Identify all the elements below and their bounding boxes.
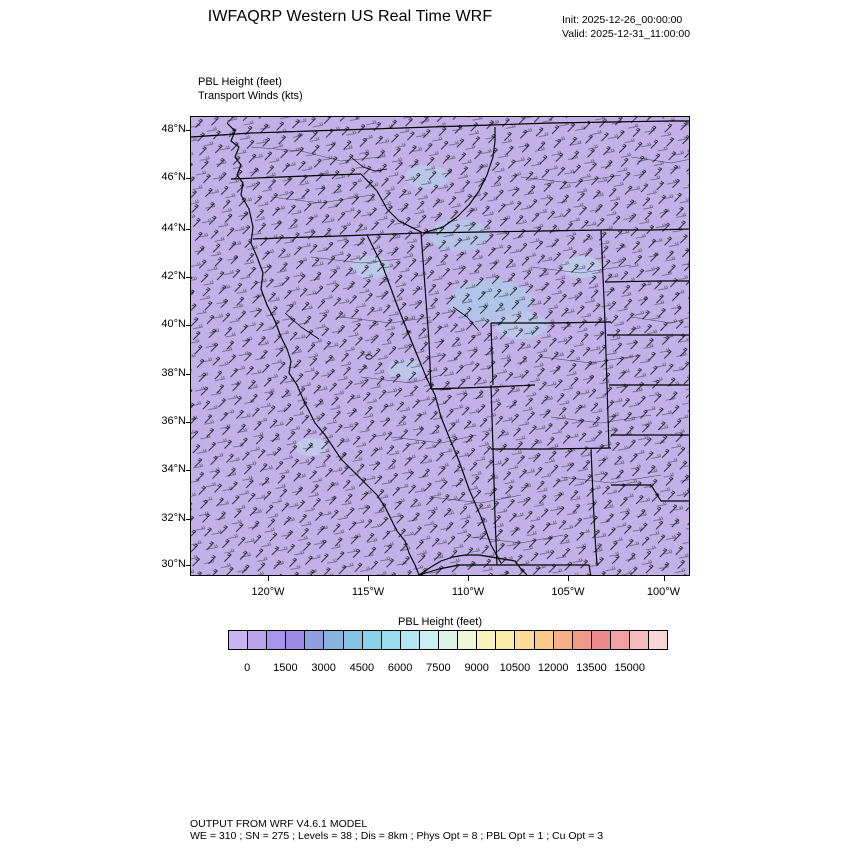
y-tick-mark [186, 229, 191, 230]
y-tick-label: 38°N [161, 366, 186, 379]
colorbar-swatch[interactable] [286, 631, 305, 649]
x-tick-mark [268, 576, 269, 581]
colorbar-tick-label: 1500 [273, 662, 298, 674]
y-tick-label: 42°N [161, 270, 186, 282]
x-tick-label: 120°W [251, 586, 285, 598]
colorbar-tick-label: 9000 [464, 662, 489, 674]
y-tick-label: 48°N [161, 122, 186, 135]
y-axis-latitude [134, 116, 186, 576]
init-time-label: Init: 2025-12-26_00:00:00 [562, 14, 683, 26]
colorbar-swatch[interactable] [382, 631, 401, 649]
colorbar[interactable] [228, 630, 668, 650]
y-tick-mark [186, 277, 191, 278]
colorbar-tick-label: 12000 [537, 662, 569, 674]
colorbar-swatch[interactable] [324, 631, 343, 649]
x-tick-mark [468, 576, 469, 581]
colorbar-tick-label: 0 [244, 662, 251, 674]
x-tick-mark [568, 576, 569, 581]
colorbar-swatch[interactable] [515, 631, 534, 649]
colorbar-tick-label: 4500 [349, 662, 375, 674]
y-tick-mark [186, 470, 191, 471]
page-title: IWFAQRP Western US Real Time WRF [207, 8, 493, 25]
colorbar-tick-label: 6000 [387, 662, 413, 674]
colorbar-swatch[interactable] [363, 631, 382, 649]
colorbar-swatch[interactable] [477, 631, 496, 649]
colorbar-swatch[interactable] [458, 631, 477, 649]
colorbar-swatch[interactable] [248, 631, 267, 649]
colorbar-tick-labels [228, 662, 668, 678]
colorbar-swatch[interactable] [496, 631, 515, 649]
colorbar-swatch[interactable] [649, 631, 667, 649]
y-tick-label: 34°N [161, 463, 186, 476]
y-tick-mark [186, 374, 191, 375]
colorbar-swatch[interactable] [573, 631, 592, 649]
y-tick-mark [186, 178, 191, 179]
field-label-pbl-height: PBL Height (feet) [198, 76, 282, 88]
field-label-transport-winds: Transport Winds (kts) [198, 90, 303, 102]
colorbar-swatch[interactable] [630, 631, 649, 649]
y-tick-label: 30°N [161, 557, 186, 570]
colorbar-swatch[interactable] [401, 631, 420, 649]
y-tick-mark [186, 422, 191, 423]
y-tick-label: 40°N [161, 318, 186, 331]
colorbar-swatch[interactable] [554, 631, 573, 649]
footer-config-line: WE = 310 ; SN = 275 ; Levels = 38 ; Dis = 8km ; Phys Opt = 8 ; PBL Opt = 1 ; Cu Opt = 3 [190, 830, 604, 842]
y-tick-mark [186, 565, 191, 566]
colorbar-tick-label: 15000 [614, 662, 646, 674]
x-tick-label: 100°W [646, 586, 681, 598]
colorbar-swatch[interactable] [439, 631, 458, 649]
y-tick-label: 36°N [161, 414, 186, 427]
colorbar-swatch[interactable] [592, 631, 611, 649]
colorbar-swatch[interactable] [305, 631, 324, 649]
y-tick-label: 44°N [161, 221, 186, 234]
colorbar-swatch[interactable] [267, 631, 286, 649]
colorbar-swatch[interactable] [344, 631, 363, 649]
colorbar-swatch[interactable] [611, 631, 630, 649]
valid-time-label: Valid: 2025-12-31_11:00:00 [562, 28, 691, 40]
x-tick-mark [664, 576, 665, 581]
colorbar-swatch[interactable] [420, 631, 439, 649]
y-tick-mark [186, 325, 191, 326]
y-tick-mark [186, 130, 191, 131]
x-tick-label: 110°W [451, 586, 485, 598]
x-tick-label: 115°W [351, 586, 385, 598]
footer-model-line: OUTPUT FROM WRF V4.6.1 MODEL [190, 818, 368, 830]
colorbar-tick-label: 13500 [576, 662, 607, 674]
y-tick-mark [186, 519, 191, 520]
colorbar-title: PBL Height (feet) [398, 616, 482, 628]
colorbar-tick-label: 3000 [311, 662, 336, 674]
x-tick-mark [368, 576, 369, 581]
x-tick-label: 105°W [551, 586, 585, 598]
y-tick-label: 46°N [161, 171, 186, 184]
map-overlay [191, 117, 690, 576]
y-tick-label: 32°N [161, 511, 186, 524]
x-axis-longitude [190, 576, 690, 606]
colorbar-swatch[interactable] [229, 631, 248, 649]
map-plot-area[interactable] [190, 116, 690, 576]
colorbar-tick-label: 7500 [426, 662, 451, 674]
colorbar-swatch[interactable] [535, 631, 554, 649]
colorbar-tick-label: 10500 [499, 662, 531, 674]
